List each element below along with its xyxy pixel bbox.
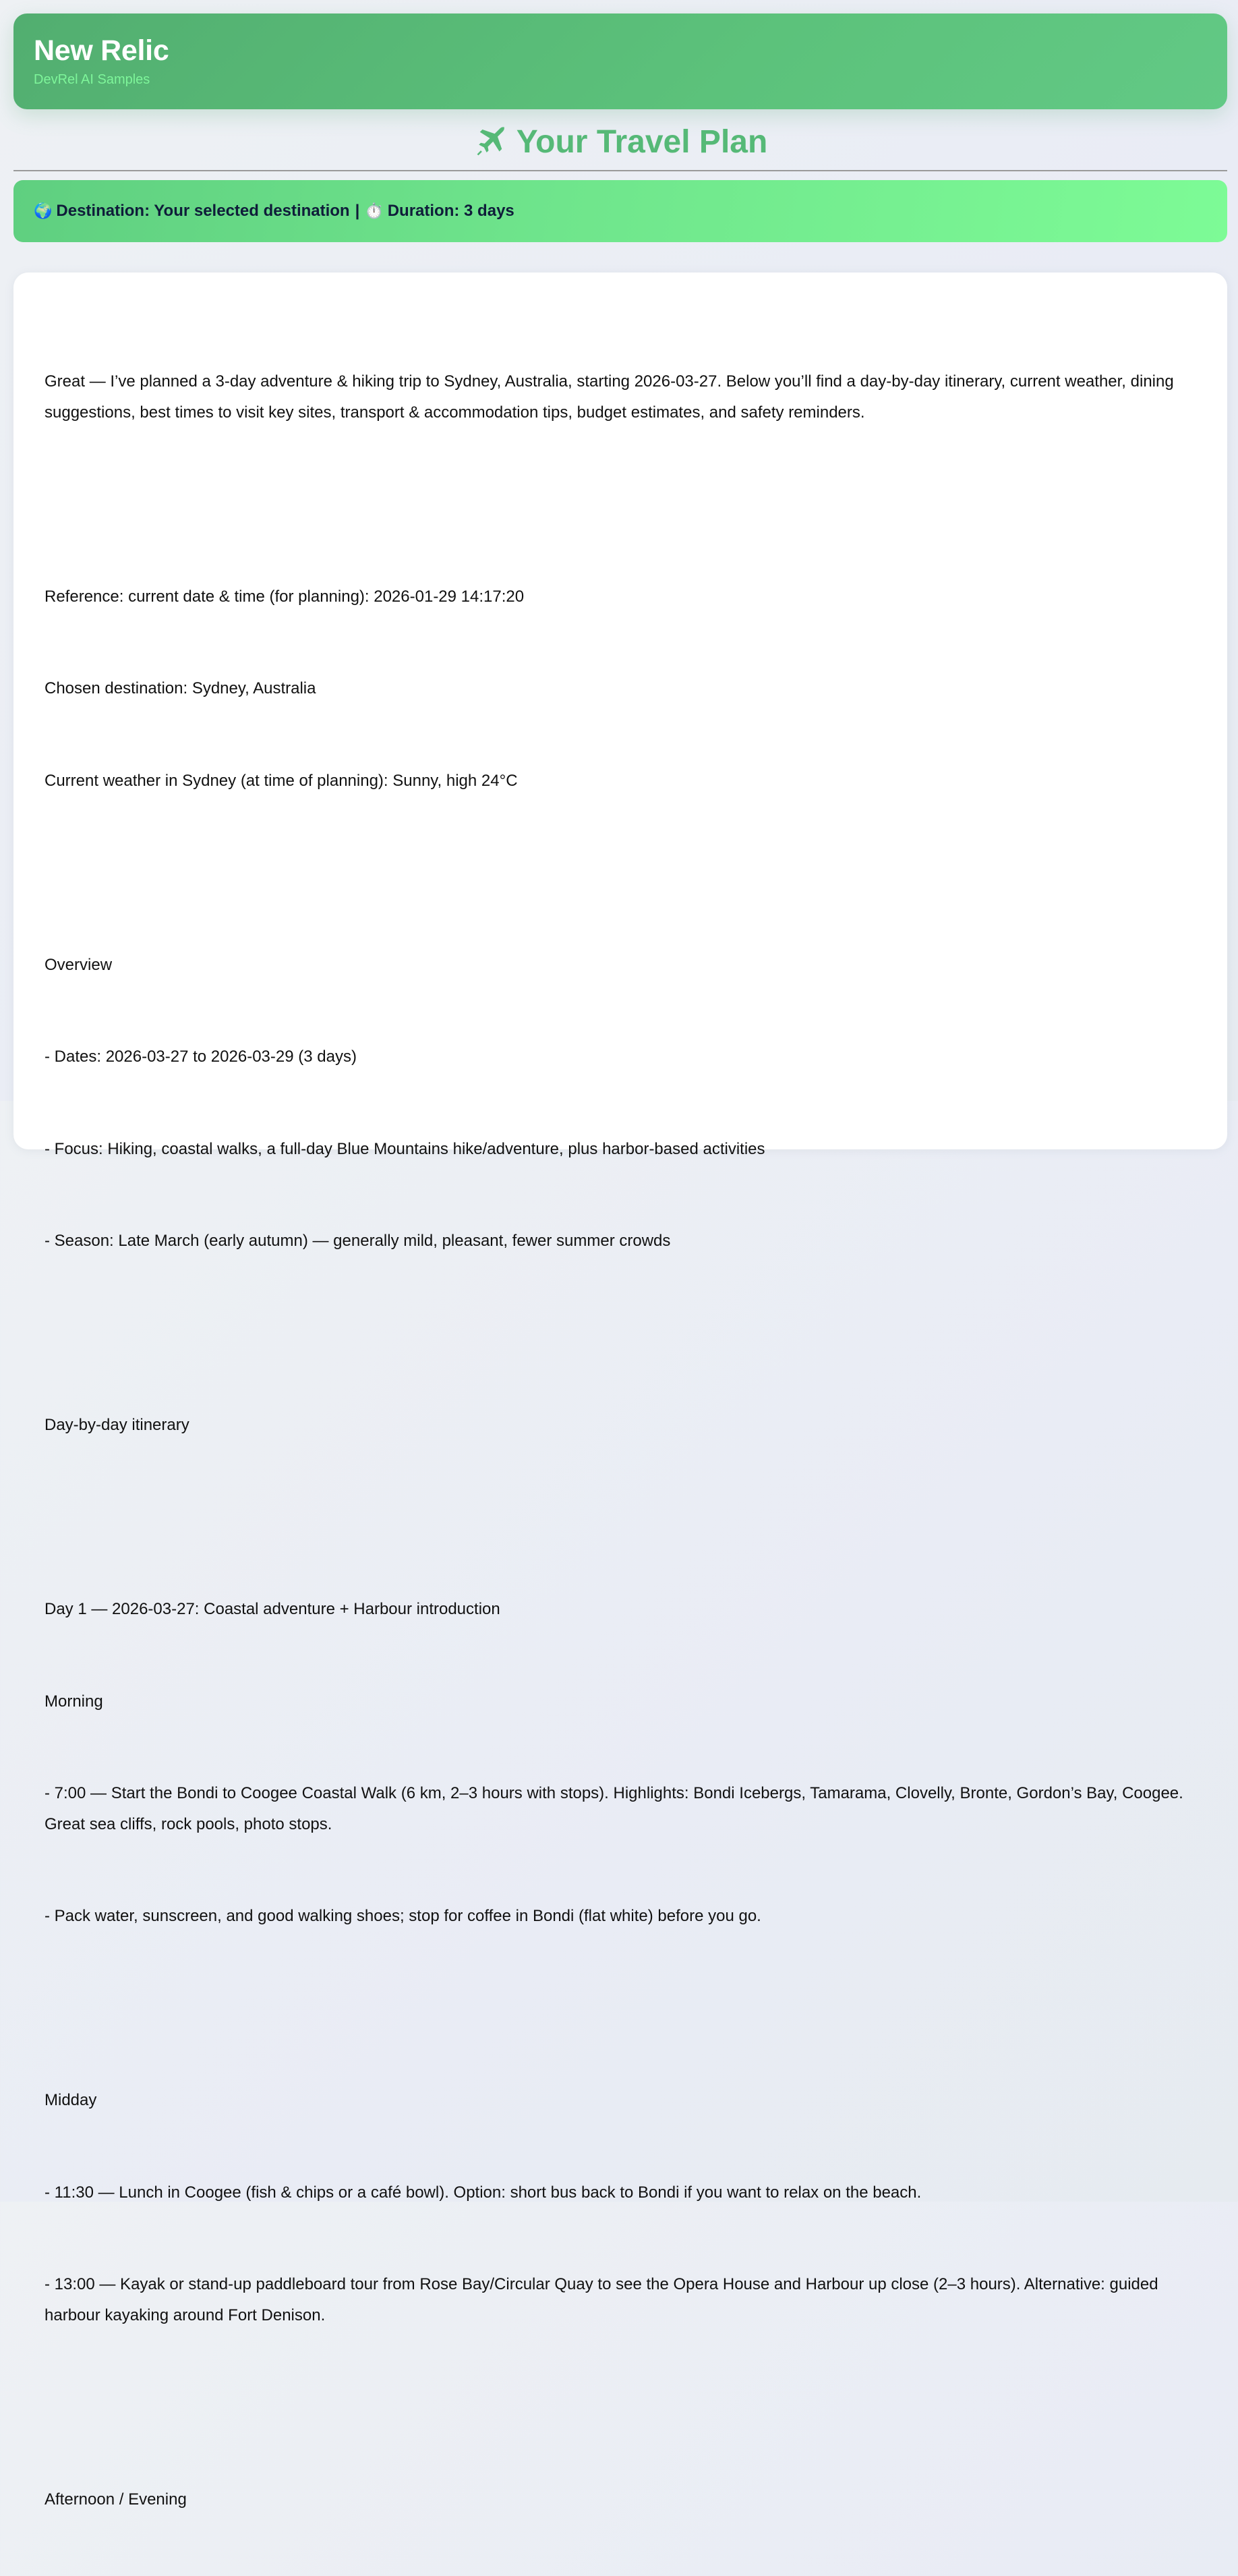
itinerary-content <box>45 305 1204 2576</box>
app-header <box>13 13 1227 109</box>
divider <box>13 170 1227 171</box>
itinerary-card <box>13 273 1227 2509</box>
midday-item: - 13:00 — Kayak or stand-up paddleboard tour from Rose Bay/Circular Quay to see the Opera House and Harbour up close (2–3 hours). Alternative: guided harbour kayaking around Fort Denison. <box>45 2275 1163 2324</box>
duration-text: Duration: 3 days <box>387 202 514 220</box>
day1-title: Day 1 — 2026-03-27: Coastal adventure + Harbour introduction <box>45 1600 500 1618</box>
midday-heading: Midday <box>45 2091 97 2109</box>
brand-title: New Relic <box>34 34 169 67</box>
trip-summary-banner <box>13 180 1227 242</box>
destination-text: Destination: Your selected destination <box>56 202 350 220</box>
afternoon-heading: Afternoon / Evening <box>45 2490 187 2509</box>
spacer <box>45 2392 1204 2423</box>
overview-item: - Dates: 2026-03-27 to 2026-03-29 (3 days) <box>45 1048 357 1066</box>
spacer <box>45 489 1204 520</box>
globe-icon: 🌍 <box>34 202 53 219</box>
page-title <box>13 120 1227 163</box>
spacer <box>45 1502 1204 1533</box>
overview-item: - Focus: Hiking, coastal walks, a full-day Blue Mountains hike/adventure, plus harbor-based activities <box>45 1139 765 1158</box>
spacer <box>45 1318 1204 1349</box>
overview-heading: Overview <box>45 955 113 974</box>
reference-line: Reference: current date & time (for planning): 2026-01-29 14:17:20 <box>45 587 525 606</box>
brand-subtitle: DevRel AI Samples <box>34 72 150 88</box>
destination-line: Chosen destination: Sydney, Australia <box>45 679 316 697</box>
spacer <box>45 1993 1204 2024</box>
page-title-text: Your Travel Plan <box>516 123 768 160</box>
weather-line: Current weather in Sydney (at time of planning): Sunny, high 24°C <box>45 771 518 790</box>
morning-item: - 7:00 — Start the Bondi to Coogee Coastal Walk (6 km, 2–3 hours with stops). Highlights: Bondi Icebergs, Tamarama, Clovelly, Bronte, Gordon’s Bay, Coogee. Great sea cliffs, rock pools, photo stops. <box>45 1784 1188 1833</box>
morning-heading: Morning <box>45 1692 103 1711</box>
midday-item: - 11:30 — Lunch in Coogee (fish & chips or a café bowl). Option: short bus back to Bondi if you want to relax on the beach. <box>45 2183 922 2202</box>
stopwatch-icon: ⏱️ <box>365 202 384 219</box>
airplane-icon <box>473 124 508 159</box>
separator: | <box>355 202 360 220</box>
morning-item: - Pack water, sunscreen, and good walking shoes; stop for coffee in Bondi (flat white) before you go. <box>45 1907 761 1925</box>
overview-item: - Season: Late March (early autumn) — generally mild, pleasant, fewer summer crowds <box>45 1232 671 1250</box>
itinerary-heading: Day-by-day itinerary <box>45 1416 189 1434</box>
intro-paragraph: Great — I’ve planned a 3-day adventure & hiking trip to Sydney, Australia, starting 2026-03-27. Below you’ll find a day-by-day itinerary, current weather, dining suggestions, best times to visit key sites, transport & accommodation tips, budget estimates, and safety reminders. <box>45 372 1179 422</box>
spacer <box>45 857 1204 888</box>
